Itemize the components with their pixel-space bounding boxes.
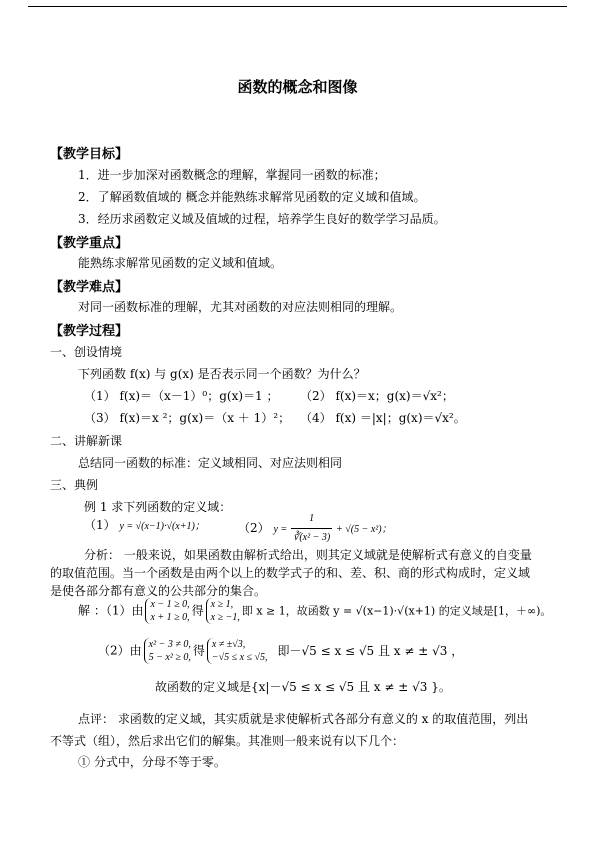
analysis-2: 的取值范围。当一个函数是由两个以上的数学式子的和、差、积、商的形式构成时，定义域 [50, 566, 531, 580]
page-title: 函数的概念和图像 [237, 78, 358, 96]
part1-question: 下列函数 f(x) 与 g(x) 是否表示同一个函数？为什么？ [78, 367, 366, 381]
difficulty-text: 对同一函数标准的理解，尤其对函数的对应法则相同的理解。 [78, 300, 403, 314]
sol2-system-b: x ≠ ±√3, −√5 ≤ x ≤ √5, [207, 638, 268, 664]
section-key: 【教学重点】 [50, 236, 129, 251]
goal-2: 2．了解函数值域的 概念并能熟练求解常见函数的定义域和值域。 [78, 190, 426, 204]
example-item-1 [84, 516, 205, 536]
analysis-3: 是使各部分都有意义的公共部分的集合。 [50, 584, 267, 598]
ex2-fraction: $\frac{1}{\text{∛(x² − 3)}}$ [291, 510, 332, 547]
ex1-label: （1） [84, 518, 116, 532]
comment-1: 点评： 求函数的定义域，其实质就是求使解析式各部分有意义的 x 的取值范围，列出 [78, 712, 529, 726]
ex2-label: （2） [238, 521, 270, 535]
section-goal: 【教学目标】 [50, 147, 129, 162]
item-3: （3） f(x)＝x ²；g(x)＝（x ＋ 1）²； [84, 411, 291, 425]
ex1-formula: y = √(x−1)·√(x+1)； [119, 521, 205, 532]
sol1-system-b: x ≥ 1, x ≥ −1, [206, 598, 240, 624]
comment-2: 不等式（组），然后求出它们的解集。其准则一般来说有以下几个： [50, 734, 405, 748]
solution-1: 解 ：（1）由 x − 1 ≥ 0, x + 1 ≥ 0, 得 x ≥ 1, x ≥ −1, 即 x ≥ 1，故函数 y = √(x−1)·√(x+1) 的定义域是[1，＋∞)。 [78, 599, 552, 623]
ex2-tail: + √(5 − x²)； [336, 524, 392, 535]
solution-2: （2）由 x² − 3 ≠ 0, 5 − x² ≥ 0, 得 x ≠ ±√3, −√5 ≤ x ≤ √5, 即－√5 ≤ x ≤ √5 且 x ≠ ± √3 ， [98, 639, 464, 663]
part2-heading: 二、讲解新课 [50, 434, 123, 448]
solution-2-conclusion: 故函数的定义域是{x|－√5 ≤ x ≤ √5 且 x ≠ ± √3 }。 [155, 680, 451, 694]
top-rule [28, 6, 567, 7]
part1-heading: 一、创设情境 [50, 345, 123, 359]
item-4: （4） f(x) ＝|x|；g(x)＝√x²。 [300, 411, 466, 425]
example-1: 例 1 求下列函数的定义域： [84, 500, 232, 514]
item-2: （2） f(x)＝x；g(x)＝√x²； [300, 389, 454, 403]
part2-text: 总结同一函数的标准：定义域相同、对应法则相同 [78, 456, 343, 470]
section-process: 【教学过程】 [50, 324, 129, 339]
example-item-2: （2） y = $\frac{1}{\text{∛(x² − 3)}}$ + √(5 − x²)； [238, 510, 392, 547]
goal-3: 3．经历求函数定义域及值域的过程，培养学生良好的数学学习品质。 [78, 212, 446, 226]
key-text: 能熟练求解常见函数的定义域和值域。 [78, 256, 283, 270]
goal-1: 1．进一步加深对函数概念的理解，掌握同一函数的标准； [78, 168, 386, 182]
part3-heading: 三、典例 [50, 478, 99, 492]
analysis-1: 分析： 一般来说，如果函数由解析式给出，则其定义域就是使解析式有意义的自变量 [84, 548, 532, 562]
sol2-system-a: x² − 3 ≠ 0, 5 − x² ≥ 0, [144, 638, 191, 664]
item-1: （1） f(x)＝（x－1）⁰；g(x)＝1 ； [84, 389, 279, 403]
section-difficulty: 【教学难点】 [50, 280, 129, 295]
rule-1: ① 分式中，分母不等于零。 [78, 755, 226, 769]
sol1-system-a: x − 1 ≥ 0, x + 1 ≥ 0, [145, 598, 189, 624]
